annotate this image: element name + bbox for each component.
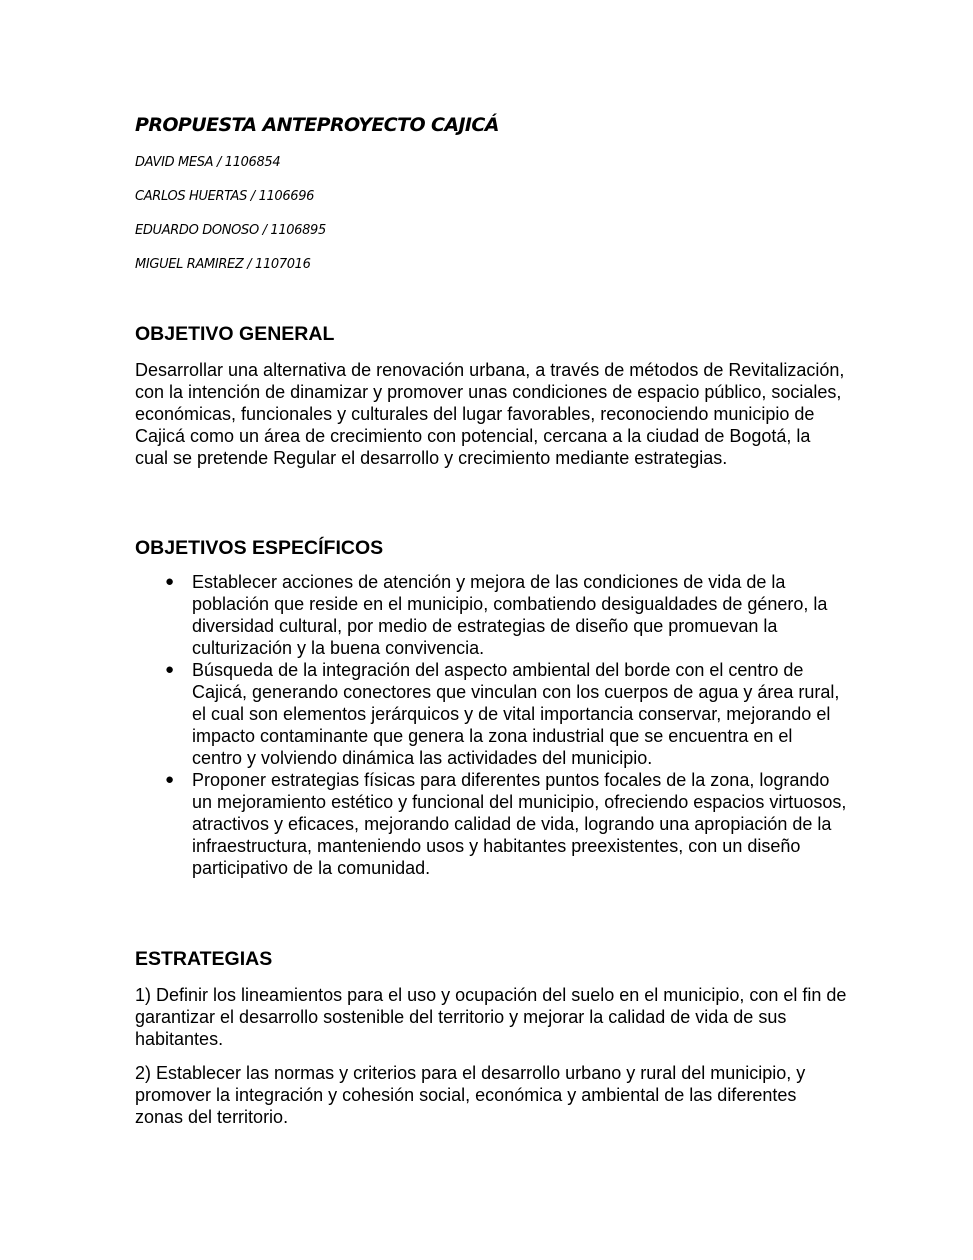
bullet-icon: ● [165, 661, 175, 678]
author-line: MIGUEL RAMIREZ / 1107016 [135, 257, 311, 272]
estrategias-heading: ESTRATEGIAS [135, 948, 273, 970]
list-item [135, 659, 847, 769]
document-title: PROPUESTA ANTEPROYECTO CAJICÁ [135, 114, 499, 136]
list-item [135, 571, 847, 659]
objetivo-general-text: Desarrollar una alternativa de renovación urbana, a través de métodos de Revitalización, con la intención de dinamizar y promover unas condiciones de espacio público, sociales, económicas, funcionales y culturales del lugar favorables, reconociendo municipio de Cajicá como un área de crecimiento con potencial, cercana a la ciudad de Bogotá, la cual se pretende Regular el desarrollo y crecimiento mediante estrategias. [135, 360, 845, 468]
list-item-text: Proponer estrategias físicas para diferentes puntos focales de la zona, logrando un mejoramiento estético y funcional del municipio, ofreciendo espacios virtuosos, atractivos y eficaces, mejorando calidad de vida, logrando una apropiación de la infraestructura, manteniendo usos y habitantes preexistentes, con un diseño participativo de la comunidad. [192, 770, 847, 878]
objetivos-especificos-heading: OBJETIVOS ESPECÍFICOS [135, 537, 384, 559]
bullet-icon: ● [165, 573, 175, 590]
objetivo-general-heading: OBJETIVO GENERAL [135, 323, 335, 345]
objetivos-especificos-list [135, 571, 847, 879]
estrategia-item: 2) Establecer las normas y criterios para el desarrollo urbano y rural del municipio, y promover la integración y cohesión social, económica y ambiental de las diferentes zonas del territorio. [135, 1063, 806, 1127]
list-item [135, 769, 847, 879]
author-line: CARLOS HUERTAS / 1106696 [135, 189, 315, 204]
bullet-icon: ● [165, 771, 175, 788]
author-line: EDUARDO DONOSO / 1106895 [135, 223, 326, 238]
list-item-text: Búsqueda de la integración del aspecto ambiental del borde con el centro de Cajicá, generando conectores que vinculan con los cuerpos de agua y área rural, el cual son elementos jerárquicos y de vital importancia conservar, mejorando el impacto contaminante que genera la zona industrial que se encuentra en el centro y volviendo dinámica las actividades del municipio. [192, 660, 840, 768]
author-line: DAVID MESA / 1106854 [135, 155, 281, 170]
list-item-text: Establecer acciones de atención y mejora de las condiciones de vida de la población que reside en el municipio, combatiendo desigualdades de género, la diversidad cultural, por medio de estrategias de diseño que promuevan la culturización y la buena convivencia. [192, 572, 828, 658]
estrategia-item: 1) Definir los lineamientos para el uso y ocupación del suelo en el municipio, con el fin de garantizar el desarrollo sostenible del territorio y mejorar la calidad de vida de sus habitantes. [135, 985, 847, 1049]
